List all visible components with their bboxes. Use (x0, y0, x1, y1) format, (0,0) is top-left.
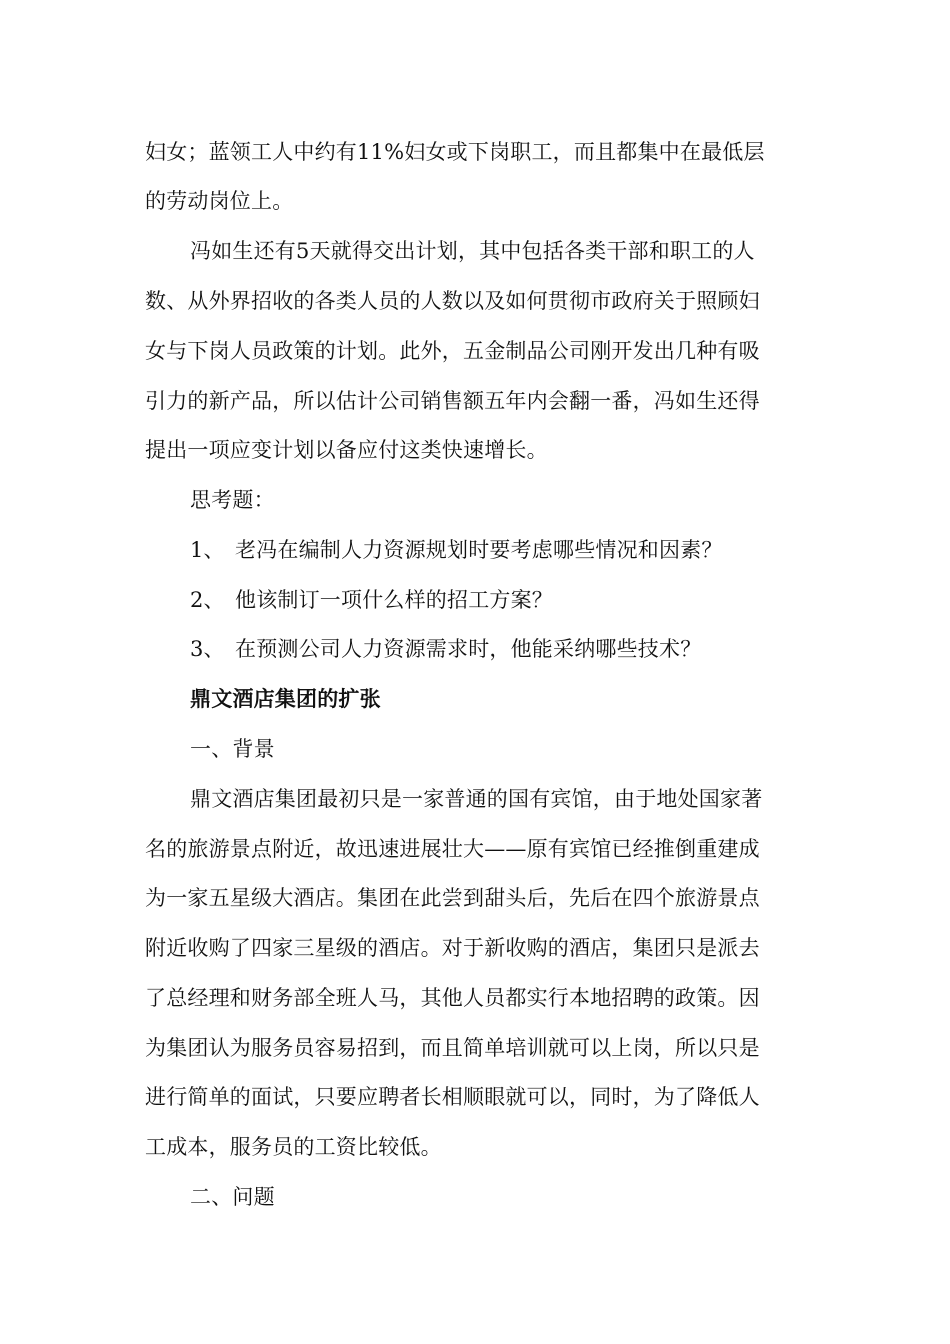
para2-line-2: 数、从外界招收的各类人员的人数以及如何贯彻市政府关于照顾妇 (145, 289, 760, 313)
question-1 (190, 535, 850, 565)
question-1-number: 1、 (190, 538, 225, 562)
para1-line-1: 妇女；蓝领工人中约有11%妇女或下岗职工，而且都集中在最低层 (145, 140, 765, 164)
para2-line-3: 女与下岗人员政策的计划。此外，五金制品公司刚开发出几种有吸 (145, 339, 760, 363)
questions-heading: 思考题： (190, 488, 275, 512)
question-1-text: 老冯在编制人力资源规划时要考虑哪些情况和因素？ (235, 538, 723, 562)
para1-line-2: 的劳动岗位上。 (145, 189, 294, 213)
para3-line-6: 为集团认为服务员容易招到，而且简单培训就可以上岗，所以只是 (145, 1036, 760, 1060)
question-2-text: 他该制订一项什么样的招工方案？ (235, 588, 553, 612)
question-3-text: 在预测公司人力资源需求时，他能采纳哪些技术？ (235, 637, 702, 661)
para2-line-5: 提出一项应变计划以备应付这类快速增长。 (145, 438, 548, 462)
para2-line-1: 冯如生还有5天就得交出计划，其中包括各类干部和职工的人 (190, 239, 755, 263)
para3-line-3: 为一家五星级大酒店。集团在此尝到甜头后，先后在四个旅游景点 (145, 886, 760, 910)
section-2-heading: 二、问题 (190, 1185, 275, 1209)
section-1-heading: 一、背景 (190, 737, 275, 761)
para3-line-1: 鼎文酒店集团最初只是一家普通的国有宾馆，由于地处国家著 (190, 787, 763, 811)
question-3-number: 3、 (190, 637, 225, 661)
para3-line-2: 名的旅游景点附近，故迅速进展壮大——原有宾馆已经推倒重建成 (145, 837, 760, 861)
para2-line-4: 引力的新产品，所以估计公司销售额五年内会翻一番，冯如生还得 (145, 389, 760, 413)
question-3 (190, 634, 850, 664)
para3-line-5: 了总经理和财务部全班人马，其他人员都实行本地招聘的政策。因 (145, 986, 760, 1010)
question-2 (190, 585, 850, 615)
question-2-number: 2、 (190, 588, 225, 612)
para3-line-7: 进行简单的面试，只要应聘者长相顺眼就可以，同时，为了降低人 (145, 1085, 760, 1109)
case-title: 鼎文酒店集团的扩张 (190, 686, 381, 711)
para3-line-8: 工成本，服务员的工资比较低。 (145, 1135, 442, 1159)
para3-line-4: 附近收购了四家三星级的酒店。对于新收购的酒店，集团只是派去 (145, 936, 760, 960)
